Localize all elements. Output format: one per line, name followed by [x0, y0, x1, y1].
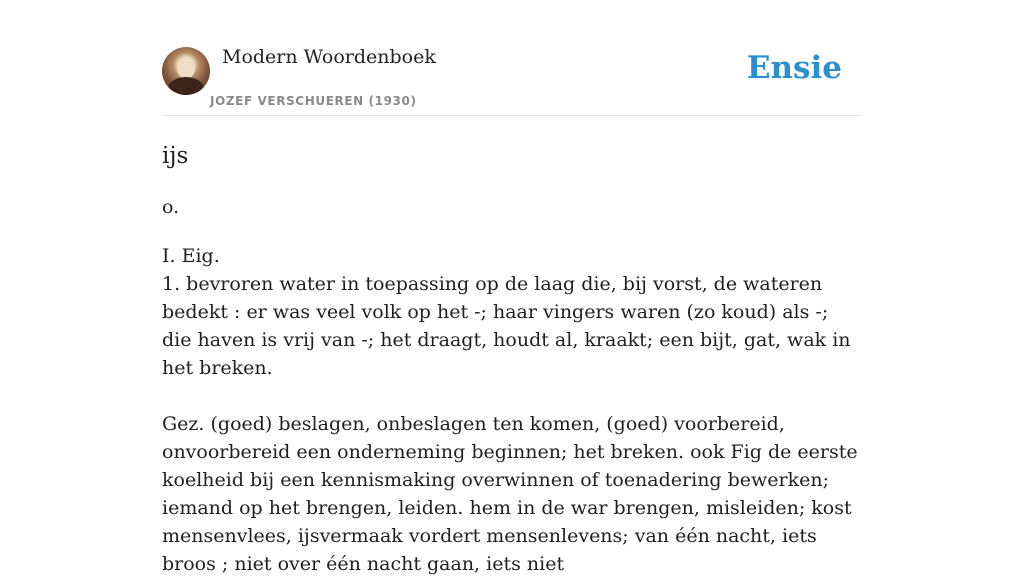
paragraph-gap	[162, 382, 862, 410]
avatar-robe	[168, 77, 204, 95]
entry-headword: ijs	[162, 143, 189, 169]
part-of-speech: o.	[162, 196, 180, 218]
avatar-face	[177, 57, 195, 79]
definition-1: 1. bevroren water in toepassing op de laag die, bij vorst, de wateren bedekt : er was veel volk op het -; haar vingers waren (zo koud) als -; die haven is vrij van -; het draagt, houdt al, kraakt; een bijt, gat, wak in het breken.	[162, 273, 851, 379]
page	[162, 0, 862, 578]
author-name[interactable]: JOZEF VERSCHUEREN (1930)	[210, 94, 417, 108]
ensie-logo[interactable]: Ensie	[746, 50, 842, 86]
header	[162, 0, 862, 116]
book-title[interactable]: Modern Woordenboek	[222, 46, 436, 68]
entry-body	[162, 242, 862, 578]
author-avatar[interactable]	[162, 47, 210, 95]
expressions: Gez. (goed) beslagen, onbeslagen ten komen, (goed) voorbereid, onvoorbereid een onderneming beginnen; het breken. ook Fig de eerste koelheid bij een kennismaking overwinnen of toenadering bewerken; iemand op het brengen, leiden. hem in de war brengen, misleiden; kost mensenvlees, ijsvermaak vordert mensenlevens; van één nacht, iets broos ; niet over één nacht gaan, iets niet	[162, 413, 858, 575]
section-label: I. Eig.	[162, 245, 220, 267]
